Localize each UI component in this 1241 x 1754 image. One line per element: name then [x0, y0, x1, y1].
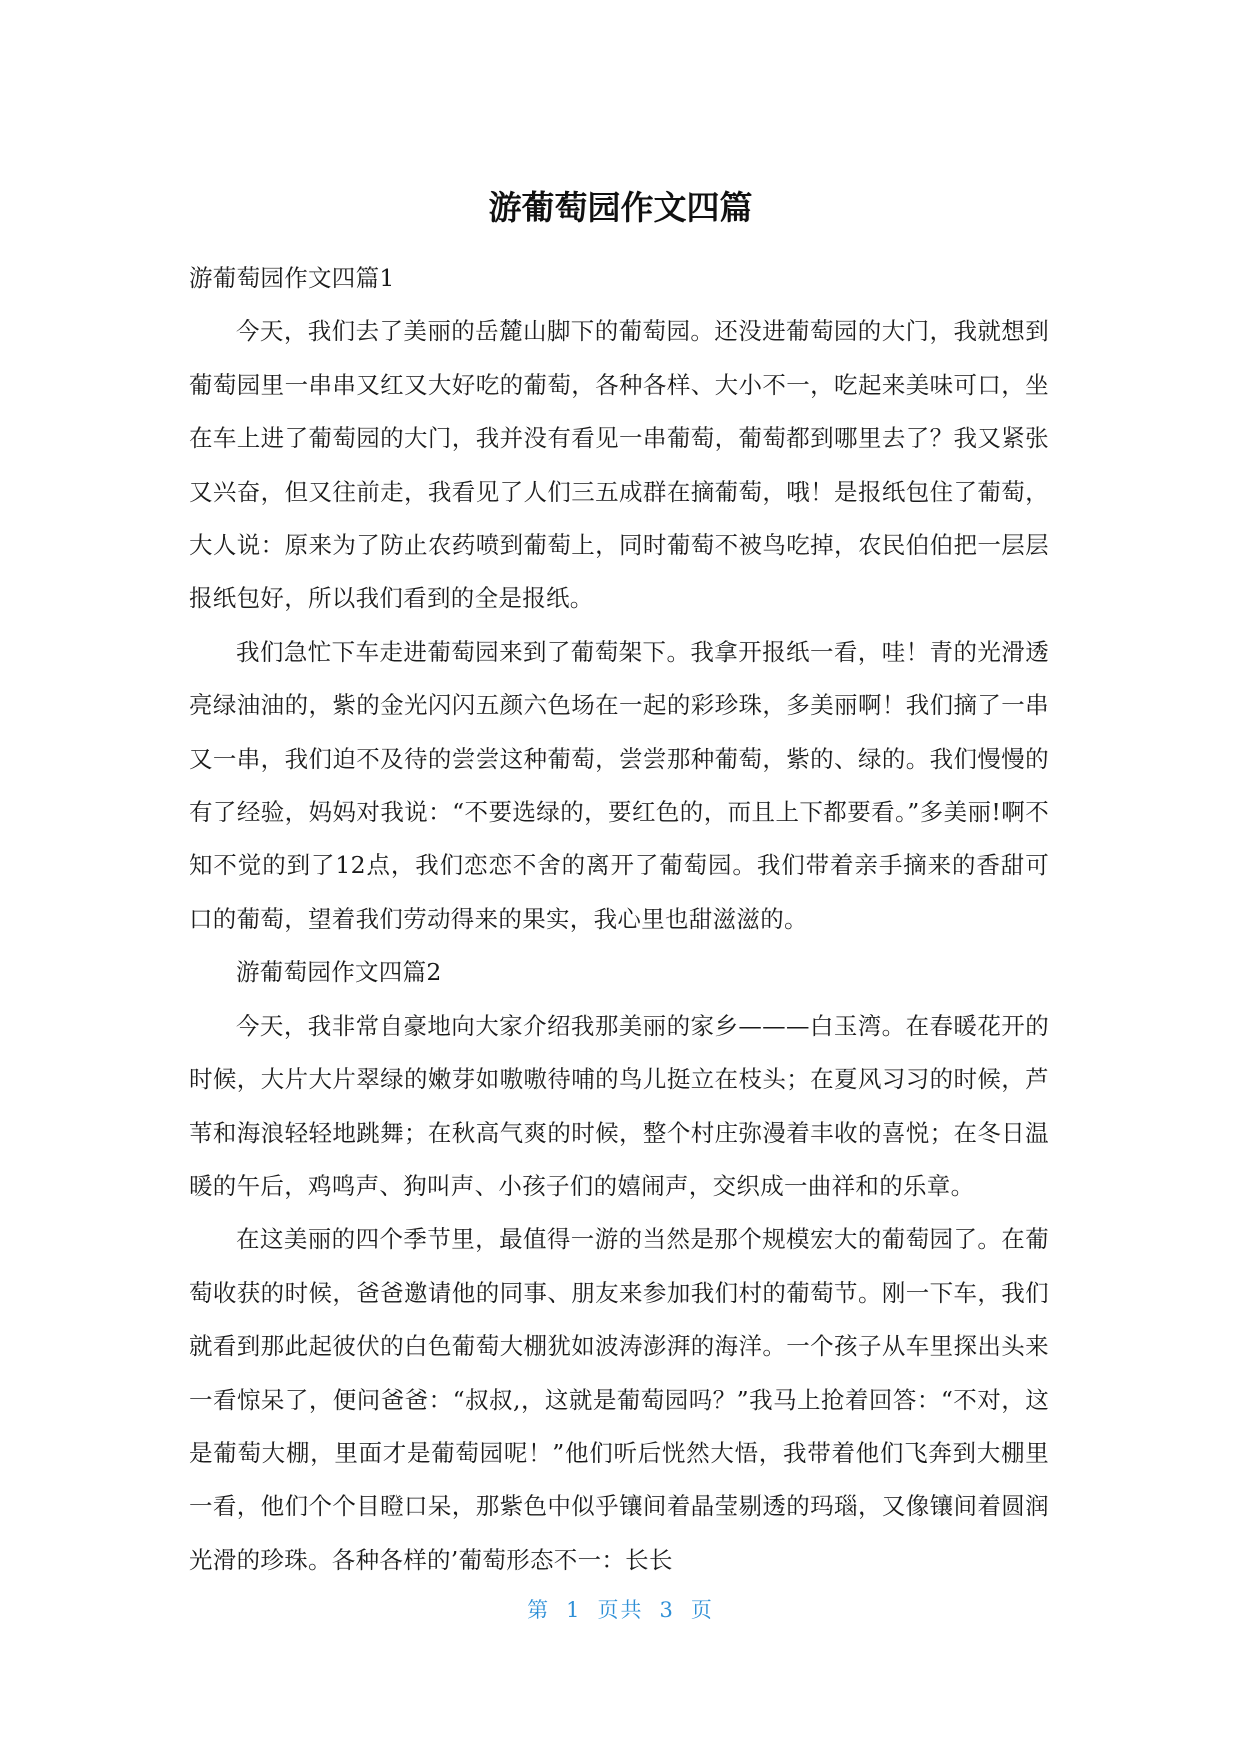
paragraph: 今天，我非常自豪地向大家介绍我那美丽的家乡———白玉湾。在春暖花开的时候，大片大片翠绿的嫩芽如嗷嗷待哺的鸟儿挺立在枝头；在夏风习习的时候，芦苇和海浪轻轻地跳舞；在秋高气爽的时候，整个村庄弥漫着丰收的喜悦；在冬日温暖的午后，鸡鸣声、狗叫声、小孩子们的嬉闹声，交织成一曲祥和的乐章。 [189, 1011, 1049, 1200]
paragraph: 我们急忙下车走进葡萄园来到了葡萄架下。我拿开报纸一看，哇！青的光滑透亮绿油油的，紫的金光闪闪五颜六色场在一起的彩珍珠，多美丽啊！我们摘了一串又一串，我们迫不及待的尝尝这种葡萄，尝尝那种葡萄，紫的、绿的。我们慢慢的有了经验，妈妈对我说：“不要选绿的，要红色的，而且上下都要看。”多美丽!啊不知不觉的到了12点，我们恋恋不舍的离开了葡萄园。我们带着亲手摘来的香甜可口的葡萄，望着我们劳动得来的果实，我心里也甜滋滋的。 [189, 637, 1049, 933]
paragraph: 在这美丽的四个季节里，最值得一游的当然是那个规模宏大的葡萄园了。在葡萄收获的时候，爸爸邀请他的同事、朋友来参加我们村的葡萄节。刚一下车，我们就看到那此起彼伏的白色葡萄大棚犹如波涛澎湃的海洋。一个孩子从车里探出头来一看惊呆了，便问爸爸：“叔叔,，这就是葡萄园吗？”我马上抢着回答：“不对，这是葡萄大棚，里面才是葡萄园呢！”他们听后恍然大悟，我带着他们飞奔到大棚里一看，他们个个目瞪口呆，那紫色中似乎镶间着晶莹剔透的玛瑙，又像镶间着圆润光滑的珍珠。各种各样的’葡萄形态不一：长长 [189, 1225, 1049, 1574]
page-number-footer [0, 1594, 1241, 1624]
page-label-mid: 页共 [597, 1598, 644, 1622]
paragraph: 今天，我们去了美丽的岳麓山脚下的葡萄园。还没进葡萄园的大门，我就想到葡萄园里一串串又红又大好吃的葡萄，各种各样、大小不一，吃起来美味可口，坐在车上进了葡萄园的大门，我并没有看见一串葡萄，葡萄都到哪里去了？我又紧张又兴奋，但又往前走，我看见了人们三五成群在摘葡萄，哦！是报纸包住了葡萄，大人说：原来为了防止农药喷到葡萄上，同时葡萄不被鸟吃掉，农民伯伯把一层层报纸包好，所以我们看到的全是报纸。 [189, 317, 1049, 613]
document-title: 游葡萄园作文四篇 [488, 188, 753, 227]
section-heading-2: 游葡萄园作文四篇2 [236, 958, 442, 987]
page-label-suffix: 页 [690, 1598, 714, 1622]
page-label-prefix: 第 [527, 1598, 551, 1622]
document-body [189, 252, 1049, 1587]
total-pages-number: 3 [659, 1598, 675, 1622]
section-heading-1: 游葡萄园作文四篇1 [189, 264, 395, 292]
current-page-number: 1 [566, 1598, 582, 1622]
